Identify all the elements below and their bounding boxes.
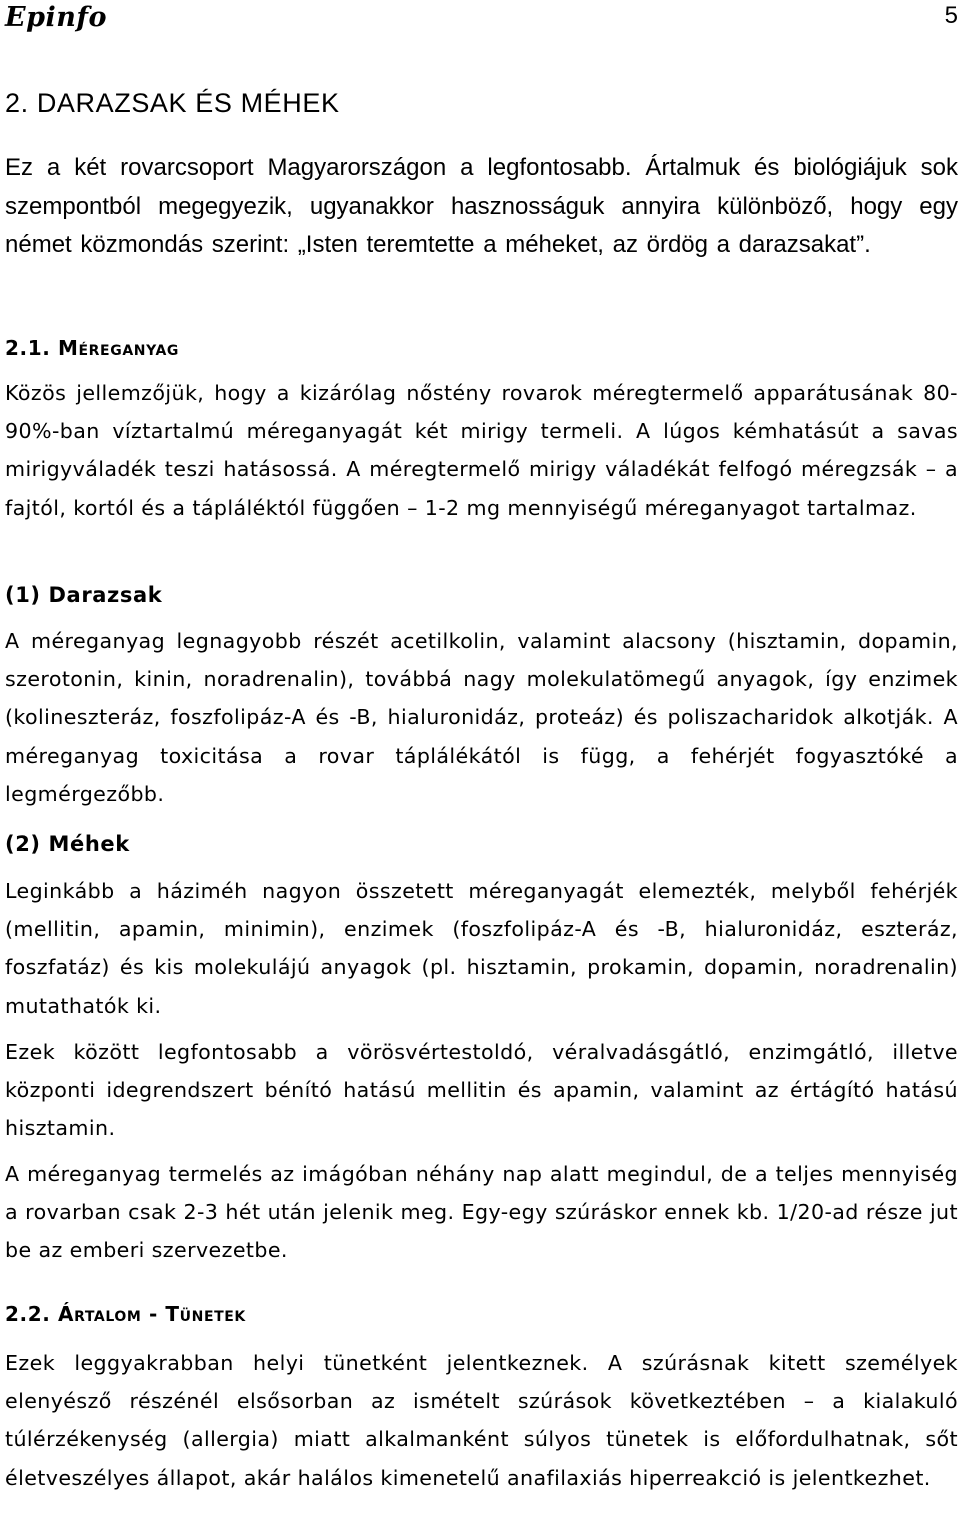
section-heading-symptoms: [5, 1302, 958, 1326]
section-number: 2.2.: [5, 1302, 51, 1326]
section-title: Ártalom - Tünetek: [58, 1302, 246, 1326]
section-number: 2.1.: [5, 336, 51, 360]
page-number: 5: [944, 2, 958, 29]
chapter-title: 2. DARAZSAK ÉS MÉHEK: [5, 88, 340, 118]
chapter-intro-paragraph: Ez a két rovarcsoport Magyarországon a legfontosabb. Ártalmuk és biológiájuk sok szempontból megegyezik, ugyanakkor hasznosságuk annyira különböző, hogy egy német közmondás szerint: „Isten teremtette a méheket, az ördög a darazsakat”.: [5, 154, 958, 259]
bees-subheading: [5, 832, 958, 856]
section-title: Méreganyag: [58, 336, 179, 360]
section-heading-venom: [5, 336, 958, 360]
bees-paragraph-production: A méreganyag termelés az imágóban néhány nap alatt megindul, de a teljes mennyiség a rovarban csak 2-3 hét után jelenik meg. Egy-egy szúráskor ennek kb. 1/20-ad része jut be az emberi szervezetbe.: [5, 1162, 958, 1263]
bees-label: (2) Méhek: [5, 832, 130, 856]
wasps-subheading: [5, 583, 958, 607]
page-header: [5, 2, 958, 36]
venom-paragraph: Közös jellemzőjük, hogy a kizárólag nőstény rovarok méregtermelő apparátusának 80-90%-ban víztartalmú méreganyagát két mirigy termeli. A lúgos kémhatásút a savas mirigyváladék teszi hatásossá. A méregtermelő mirigy váladékát felfogó méregzsák – a fajtól, kortól és a tápláléktól függően – 1-2 mg mennyiségű méreganyagot tartalmaz.: [5, 381, 958, 520]
wasps-label: (1) Darazsak: [5, 583, 163, 607]
epinfo-logo: Epinfo: [5, 2, 107, 33]
bees-paragraph-components: Ezek között legfontosabb a vörösvértestoldó, véralvadásgátló, enzimgátló, illetve központi idegrendszert bénító hatású mellitin és apamin, valamint az értágító hatású hisztamin.: [5, 1040, 958, 1141]
bees-paragraph-composition: Leginkább a háziméh nagyon összetett méreganyagát elemezték, melyből fehérjék (mellitin, apamin, minimin), enzimek (foszfolipáz-A és -B, hialuronidáz, eszteráz, foszfatáz) és kis molekulájú anyagok (pl. hisztamin, prokamin, dopamin, noradrenalin) mutathatók ki.: [5, 879, 958, 1018]
wasps-paragraph: A méreganyag legnagyobb részét acetilkolin, valamint alacsony (hisztamin, dopamin, szerotonin, kinin, noradrenalin), továbbá nagy molekulatömegű anyagok, így enzimek (kolineszteráz, foszfolipáz-A és -B, hialuronidáz, proteáz) és poliszacharidok alkotják. A méreganyag toxicitása a rovar táplálékától is függ, a fehérjét fogyasztóké a legmérgezőbb.: [5, 629, 958, 806]
symptoms-paragraph: Ezek leggyakrabban helyi tünetként jelentkeznek. A szúrásnak kitett személyek elenyésző részénél elsősorban az ismételt szúrások következtében – a kialakuló túlérzékenység (allergia) miatt alkalmanként súlyos tünetek is előfordulhatnak, sőt életveszélyes állapot, akár halálos kimenetelű anafilaxiás hiperreakció is jelentkezhet.: [5, 1351, 958, 1490]
